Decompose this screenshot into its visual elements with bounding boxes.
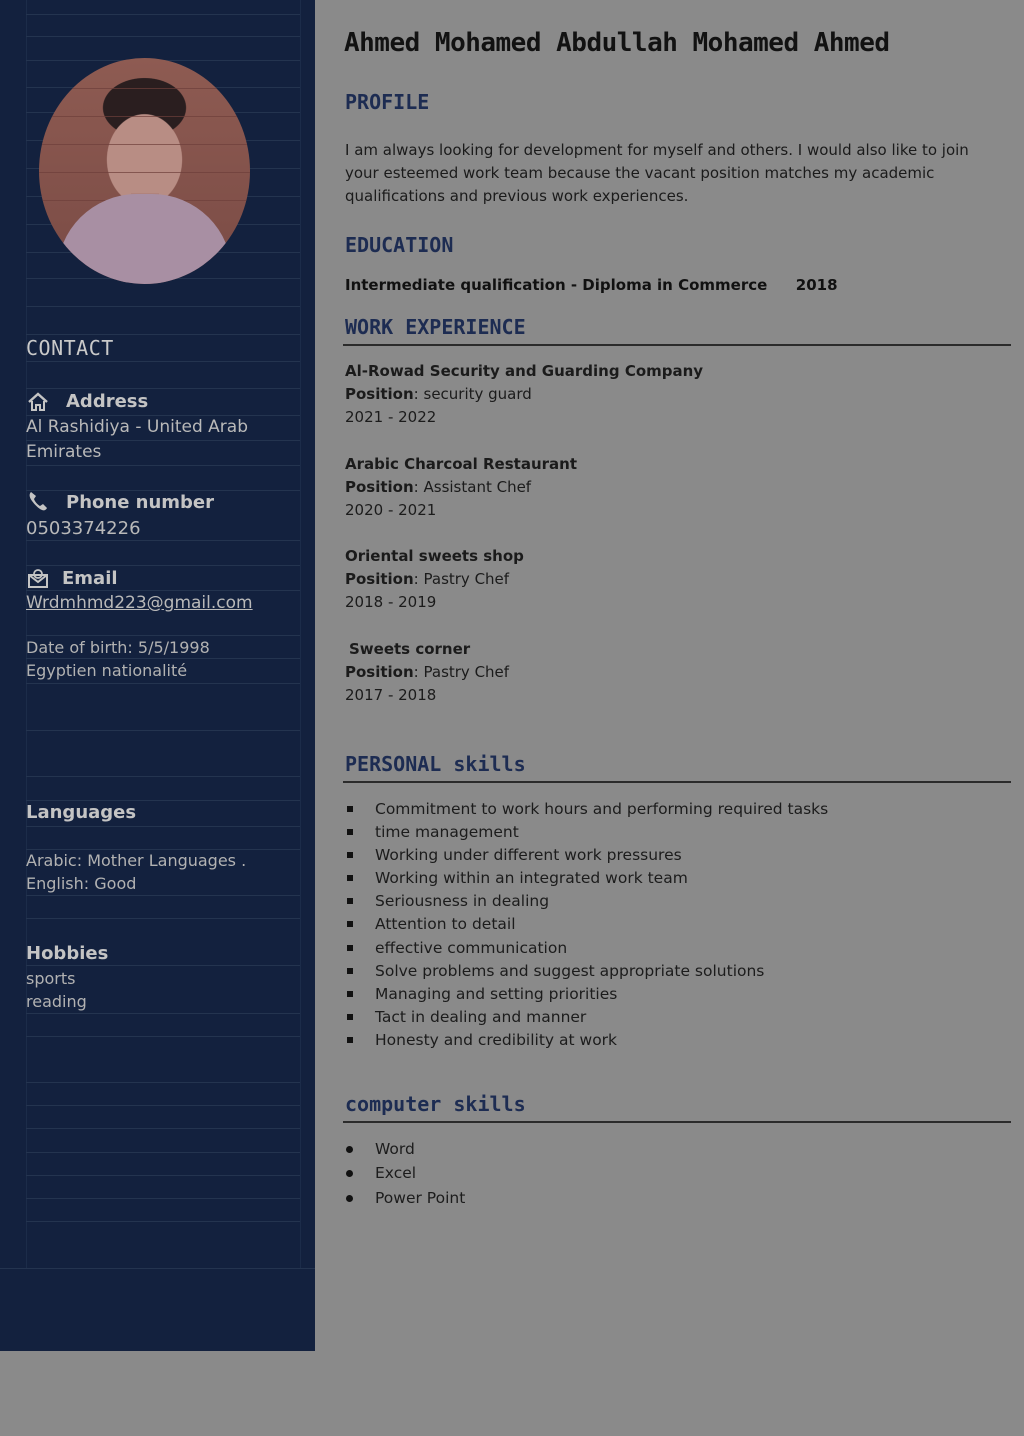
grid-line <box>26 1105 300 1106</box>
grid-line <box>26 465 300 466</box>
job-entry: Al-Rowad Security and Guarding Company Position: security guard 2021 - 2022 <box>345 360 703 429</box>
skill-item: Solve problems and suggest appropriate solutions <box>345 960 828 983</box>
computer-skills-list <box>345 1138 465 1211</box>
address-line-2: Emirates <box>26 442 102 462</box>
job-period: 2017 - 2018 <box>345 686 437 704</box>
grid-line <box>26 14 300 15</box>
education-heading: EDUCATION <box>345 233 454 257</box>
computer-skill-item: Power Point <box>345 1187 465 1211</box>
job-period: 2020 - 2021 <box>345 501 437 519</box>
grid-line <box>26 306 300 307</box>
personal-skills-heading: PERSONAL skills <box>345 752 526 776</box>
grid-line <box>0 1268 315 1269</box>
job-entry: Sweets corner Position: Pastry Chef 2017 - 2018 <box>345 638 509 707</box>
job-period: 2021 - 2022 <box>345 408 437 426</box>
grid-line <box>26 490 300 491</box>
email-label: Email <box>62 568 118 589</box>
position-label: Position <box>345 478 414 496</box>
grid-line <box>26 1175 300 1176</box>
section-divider <box>343 781 1011 783</box>
skill-item: Working within an integrated work team <box>345 867 828 890</box>
sidebar <box>0 0 315 1351</box>
address-label: Address <box>66 391 149 412</box>
skill-item: Tact in dealing and manner <box>345 1006 828 1029</box>
grid-line <box>26 36 300 37</box>
home-icon <box>27 391 49 413</box>
grid-line <box>26 0 27 1268</box>
job-period: 2018 - 2019 <box>345 593 437 611</box>
grid-line <box>26 965 300 966</box>
grid-line <box>26 918 300 919</box>
education-entry <box>345 276 838 294</box>
position-label: Position <box>345 663 414 681</box>
personal-skills-list <box>345 798 828 1052</box>
email-link[interactable]: Wrdmhmd223@gmail.com <box>26 593 253 613</box>
job-position: security guard <box>423 385 532 403</box>
job-position: Assistant Chef <box>423 478 532 496</box>
hobby-item: reading <box>26 992 87 1011</box>
job-company: Sweets corner <box>349 640 471 658</box>
skill-item: Attention to detail <box>345 913 828 936</box>
grid-line <box>26 388 300 389</box>
grid-line <box>26 895 300 896</box>
grid-line <box>26 1036 300 1037</box>
job-position: Pastry Chef <box>423 663 510 681</box>
language-item: English: Good <box>26 874 137 893</box>
hobby-item: sports <box>26 969 76 988</box>
language-item: Arabic: Mother Languages . <box>26 851 247 870</box>
date-of-birth: Date of birth: 5/5/1998 <box>26 638 210 657</box>
skill-item: Honesty and credibility at work <box>345 1029 828 1052</box>
nationality: Egyptien nationalité <box>26 661 188 680</box>
profile-text: I am always looking for development for myself and others. I would also like to join your esteemed work team because the vacant position matches my academic qualifications and previous work experiences. <box>345 141 969 205</box>
grid-line <box>26 1152 300 1153</box>
skill-item: Seriousness in dealing <box>345 890 828 913</box>
education-qualification: Intermediate qualification - Diploma in Commerce <box>345 276 768 294</box>
grid-line <box>26 334 300 335</box>
full-name: Ahmed Mohamed Abdullah Mohamed Ahmed <box>344 28 890 58</box>
address-line-1: Al Rashidiya - United Arab <box>26 417 248 437</box>
section-divider <box>343 1121 1011 1123</box>
position-label: Position <box>345 385 414 403</box>
grid-line <box>300 0 301 1268</box>
grid-line <box>26 1221 300 1222</box>
work-heading: WORK EXPERIENCE <box>345 315 526 339</box>
position-label: Position <box>345 570 414 588</box>
grid-line <box>26 826 300 827</box>
grid-line <box>26 1198 300 1199</box>
skill-item: Working under different work pressures <box>345 844 828 867</box>
grid-line <box>26 683 300 684</box>
grid-line <box>26 1128 300 1129</box>
profile-heading: PROFILE <box>345 90 430 114</box>
job-company: Oriental sweets shop <box>345 547 524 565</box>
grid-line <box>26 800 300 801</box>
grid-line <box>26 361 300 362</box>
grid-line <box>26 730 300 731</box>
languages-heading: Languages <box>26 802 137 823</box>
hobbies-heading: Hobbies <box>26 943 109 964</box>
job-company: Al-Rowad Security and Guarding Company <box>345 362 704 380</box>
job-entry: Arabic Charcoal Restaurant Position: Assistant Chef 2020 - 2021 <box>345 453 577 522</box>
grid-line <box>26 565 300 566</box>
profile-photo <box>39 58 250 284</box>
computer-skills-heading: computer skills <box>345 1092 526 1116</box>
computer-skill-item: Excel <box>345 1162 465 1186</box>
grid-line <box>26 776 300 777</box>
section-divider <box>343 344 1011 346</box>
phone-icon <box>27 490 49 512</box>
contact-heading: CONTACT <box>26 336 114 360</box>
skill-item: time management <box>345 821 828 844</box>
job-entry: Oriental sweets shop Position: Pastry Chef 2018 - 2019 <box>345 545 524 614</box>
skill-item: effective communication <box>345 937 828 960</box>
job-position: Pastry Chef <box>423 570 510 588</box>
phone-number: 0503374226 <box>26 518 141 539</box>
grid-line <box>26 1013 300 1014</box>
grid-line <box>26 1082 300 1083</box>
education-year: 2018 <box>795 276 838 294</box>
phone-label: Phone number <box>66 492 215 513</box>
email-icon <box>27 567 49 589</box>
skill-item: Commitment to work hours and performing required tasks <box>345 798 828 821</box>
computer-skill-item: Word <box>345 1138 465 1162</box>
job-company: Arabic Charcoal Restaurant <box>345 455 578 473</box>
skill-item: Managing and setting priorities <box>345 983 828 1006</box>
